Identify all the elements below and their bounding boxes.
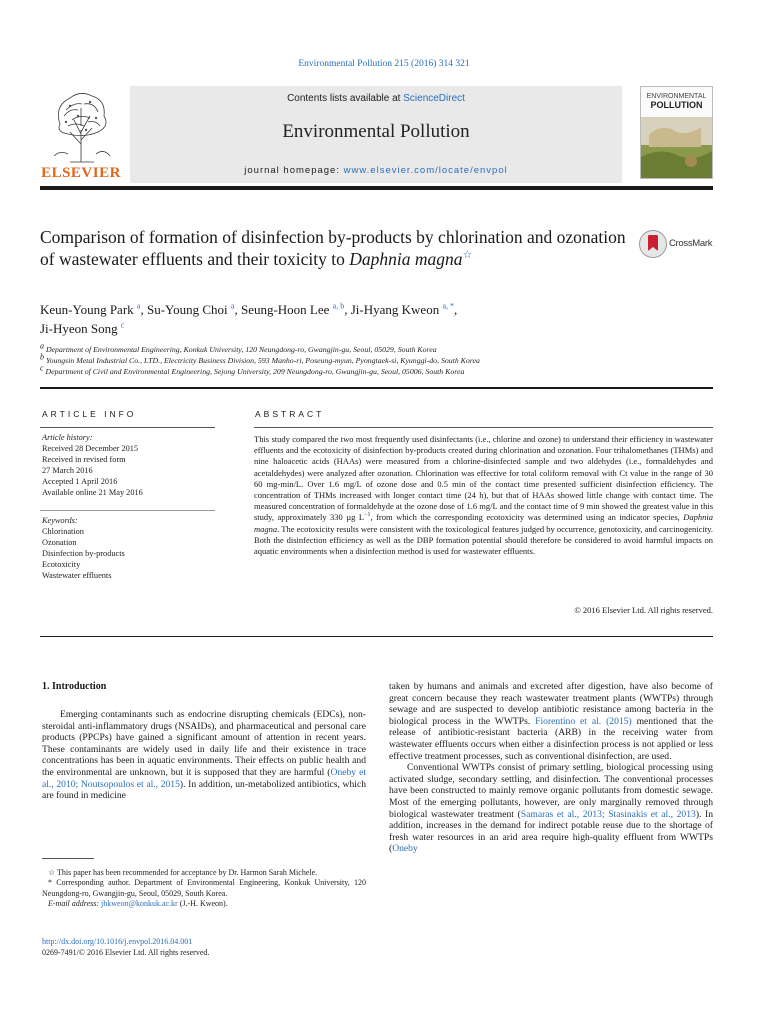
affiliation-text: Youngsin Metal Industrial Co., LTD., Electricity Business Division, 593 Manho-ri, Poseung-myun, Pyongtaek-si, Kyunggi-do, South Korea: [45, 356, 480, 365]
history-entry: Received 28 December 2015: [42, 444, 139, 453]
reference-link[interactable]: Oneby et al., 2010; Noutsopoulos et al., 2015: [42, 766, 366, 790]
header-rule: [40, 186, 713, 190]
section-rule: [40, 387, 713, 389]
author-name[interactable]: Keun-Young Park: [40, 302, 134, 317]
body-text: Emerging contaminants such as endocrine disrupting chemicals (EDCs), non-steroidal anti-inflammatory drugs (NSAIDs), and pharmaceutical and personal care products (PPCPs) have gained a significant amount of attention in recent years. These contaminants are widely used in daily life and their existence in trace concentrations has been in aquatic environments. Their effects on public health and the environmental are unknown, but it is supposed that they are harmful (: [42, 709, 366, 778]
keyword: Chlorination: [42, 527, 84, 536]
abstract-heading: ABSTRACT: [255, 409, 325, 419]
doi-link[interactable]: http://dx.doi.org/10.1016/j.envpol.2016.04.001: [42, 937, 193, 946]
title-main: Comparison of formation of disinfection by-products by chlorination and ozonation of wastewater effluents and their toxicity to: [40, 227, 626, 269]
author-affiliation-mark[interactable]: a: [136, 301, 141, 311]
author-list: Keun-Young Park $^a$, Su-Young Choi $^a$, Seung-Hoon Lee $^{a, b}$, Ji-Hyang Kweon $^{a, *}$, Ji-Hyeon Song $^c$: [40, 301, 458, 336]
abstract-text: [254, 434, 713, 557]
history-entry: 27 March 2016: [42, 466, 93, 475]
abstract-part: . The ecotoxicity results were consistent with the toxicological features judged by occurrence, genotoxicity, and carcinogenicity. Both the disinfection efficiency as well as the DBP formation potential should therefore be considered to avoid harmful impacts on aquatic environments when a disinfection method is used for wastewater effluents.: [254, 523, 713, 557]
body-rule: [40, 636, 713, 637]
body-text: ). In addition, un-metabolized antibiotics, which are found in medicine: [42, 778, 367, 802]
reference-link[interactable]: Oneby: [392, 843, 418, 855]
footnote: * Corresponding author. Department of Environmental Engineering, Konkuk University, 120 Neungdong-ro, Gwangjin-gu, Seoul, 05029, South Korea.: [42, 878, 366, 898]
affiliation: [40, 363, 720, 377]
body-text: taken by humans and animals and excreted after digestion, have also become of great concern because they reach wastewater treatment plants (WWTPs) through sewage and are suspected to develop antibiotic resistance among bacteria in the biological process in the WWTPs.: [389, 681, 713, 727]
right-column: [389, 681, 713, 855]
keyword: Wastewater effluents: [42, 571, 112, 580]
keywords-label: Keywords:: [42, 516, 78, 525]
body-text: Conventional WWTPs consist of primary settling, biological processing using activated sludge, secondary settling, and disinfection. The conventional processes have been constructed to mainly remove organic pollutants from domestic sewage. Most of the emerging pollutants, however, are only marginally removed through biological wastewater treatment (: [389, 762, 713, 820]
journal-citation[interactable]: Environmental Pollution 215 (2016) 314 321: [298, 59, 470, 69]
cover-title-small: ENVIRONMENTAL: [646, 93, 707, 100]
title-footnote-mark[interactable]: ☆: [462, 249, 473, 262]
affiliation-mark: a: [40, 341, 44, 351]
journal-homepage: [130, 165, 622, 176]
history-label: Article history:: [42, 433, 93, 442]
article-title: [40, 226, 630, 270]
abstract-unit-sup: −1: [364, 512, 371, 519]
footnote-email: [42, 899, 366, 909]
abstract-part: This study compared the two most frequently used disinfectants (i.e., chlorine and ozone) to understand their efficiency in wastewater effluents and the ecotoxicity of disinfection by-products created during chlorination and ozonation. Four trihalomethanes (THMs) and nine haloacetic acids (HAAs) were measured from a chlorine-disinfected sample and two aldehydes (i.e., formaldehydes and acetaldehydes) were analyzed after ozonation. Chlorination was effective for total coliform removal with Ct value in the range of 30 60 mg-min/L. Over 1.6 mg/L of ozone dose and 0.5 min of the contact time presented sufficient disinfection efficiency. The concentration of THMs increased with longer contact time (24 h), but that of HAAs showed little change with contact time. The measured concentration of formaldehyde at the ozone dose of 1.6 mg/L and the contact time of 9 min showed the greatest value in this study, approximately 330 µg L: [254, 434, 713, 523]
abstract-copyright: © 2016 Elsevier Ltd. All rights reserved.: [574, 605, 713, 615]
contents-prefix: Contents lists available at: [287, 93, 404, 104]
affiliation: [40, 341, 720, 355]
homepage-prefix: journal homepage:: [244, 165, 344, 176]
reference-link[interactable]: Fiorentino et al. (2015): [535, 715, 632, 727]
article-history: [42, 432, 217, 498]
crossmark-label[interactable]: CrossMark: [669, 238, 713, 249]
issn-line: 0269-7491/© 2016 Elsevier Ltd. All rights reserved.: [42, 948, 210, 957]
history-entry: Received in revised form: [42, 455, 126, 464]
affiliation-text: Department of Environmental Engineering, Konkuk University, 120 Neungdong-ro, Gwangjin-gu, Seoul, 05029, South Korea: [45, 345, 437, 354]
cover-title: [641, 93, 712, 111]
cover-photo: [641, 117, 712, 179]
email-label: E-mail address:: [48, 898, 102, 908]
author-name[interactable]: Ji-Hyeon Song: [40, 321, 118, 336]
email-link[interactable]: jhkweon@konkuk.ac.kr: [101, 898, 178, 908]
author-affiliation-mark[interactable]: a, b: [332, 301, 345, 311]
author-affiliation-mark[interactable]: a: [230, 301, 235, 311]
author-name[interactable]: Su-Young Choi: [146, 302, 228, 317]
history-entry: Accepted 1 April 2016: [42, 477, 118, 486]
affiliation-mark: c: [40, 363, 44, 373]
author-name[interactable]: Seung-Hoon Lee: [240, 302, 330, 317]
history-entry: Available online 21 May 2016: [42, 488, 143, 497]
title-species: Daphnia magna: [349, 249, 463, 269]
footnotes: [42, 868, 366, 909]
keywords-rule: [40, 510, 215, 511]
journal-cover-thumbnail[interactable]: [640, 86, 713, 179]
contents-line: [130, 93, 622, 104]
cover-title-big: POLLUTION: [650, 100, 703, 110]
abstract-species: Daphnia magna: [254, 512, 713, 534]
author-affiliation-mark[interactable]: c: [120, 320, 125, 330]
intro-paragraph: [42, 709, 366, 802]
sciencedirect-link[interactable]: ScienceDirect: [403, 93, 465, 104]
article-info-heading: ARTICLE INFO: [42, 409, 137, 419]
section-heading-introduction: 1. Introduction: [42, 681, 107, 692]
journal-title: Environmental Pollution: [282, 121, 470, 142]
affiliation-mark: b: [40, 352, 44, 362]
article-info-rule: [40, 427, 215, 428]
affiliation-text: Department of Civil and Environmental Engineering, Sejong University, 209 Neungdong-ro, Gwangjin-gu, Seoul, 05006, South Korea: [45, 367, 465, 376]
keywords-list: [42, 515, 217, 581]
reference-link[interactable]: Samaras et al., 2013; Stasinakis et al., 2013: [520, 808, 696, 820]
body-text: mentioned that the release of antibiotic-resistant bacteria (ARB) in the receiving water from wastewater effluents occurs when either a disinfection process is not applied or less effective treatment processes, such as conventional disinfection, are used.: [389, 715, 714, 762]
affiliation: [40, 352, 720, 366]
footnote-rule: [42, 858, 94, 859]
publisher-logo-text: ELSEVIER: [41, 165, 121, 181]
abstract-rule: [254, 427, 713, 428]
affiliations: [40, 341, 720, 377]
author-name[interactable]: Ji-Hyang Kweon: [350, 302, 440, 317]
homepage-link[interactable]: www.elsevier.com/locate/envpol: [343, 165, 508, 176]
body-text: ). In addition, increases in the demand for indirect potable reuse due to the shortage of fresh water resources in an arid area require high-quality effluent from WWTPs (: [389, 808, 714, 855]
abstract-part: , from which the corresponding ecotoxicity was determined using an indicator species,: [370, 512, 684, 523]
author-affiliation-mark[interactable]: a, *: [442, 301, 455, 311]
footnote: ☆ This paper has been recommended for acceptance by Dr. Harmon Sarah Michele.: [48, 868, 318, 877]
keyword: Disinfection by-products: [42, 549, 125, 558]
keyword: Ecotoxicity: [42, 560, 81, 569]
email-suffix: (J.-H. Kweon).: [177, 898, 228, 908]
keyword: Ozonation: [42, 538, 77, 547]
